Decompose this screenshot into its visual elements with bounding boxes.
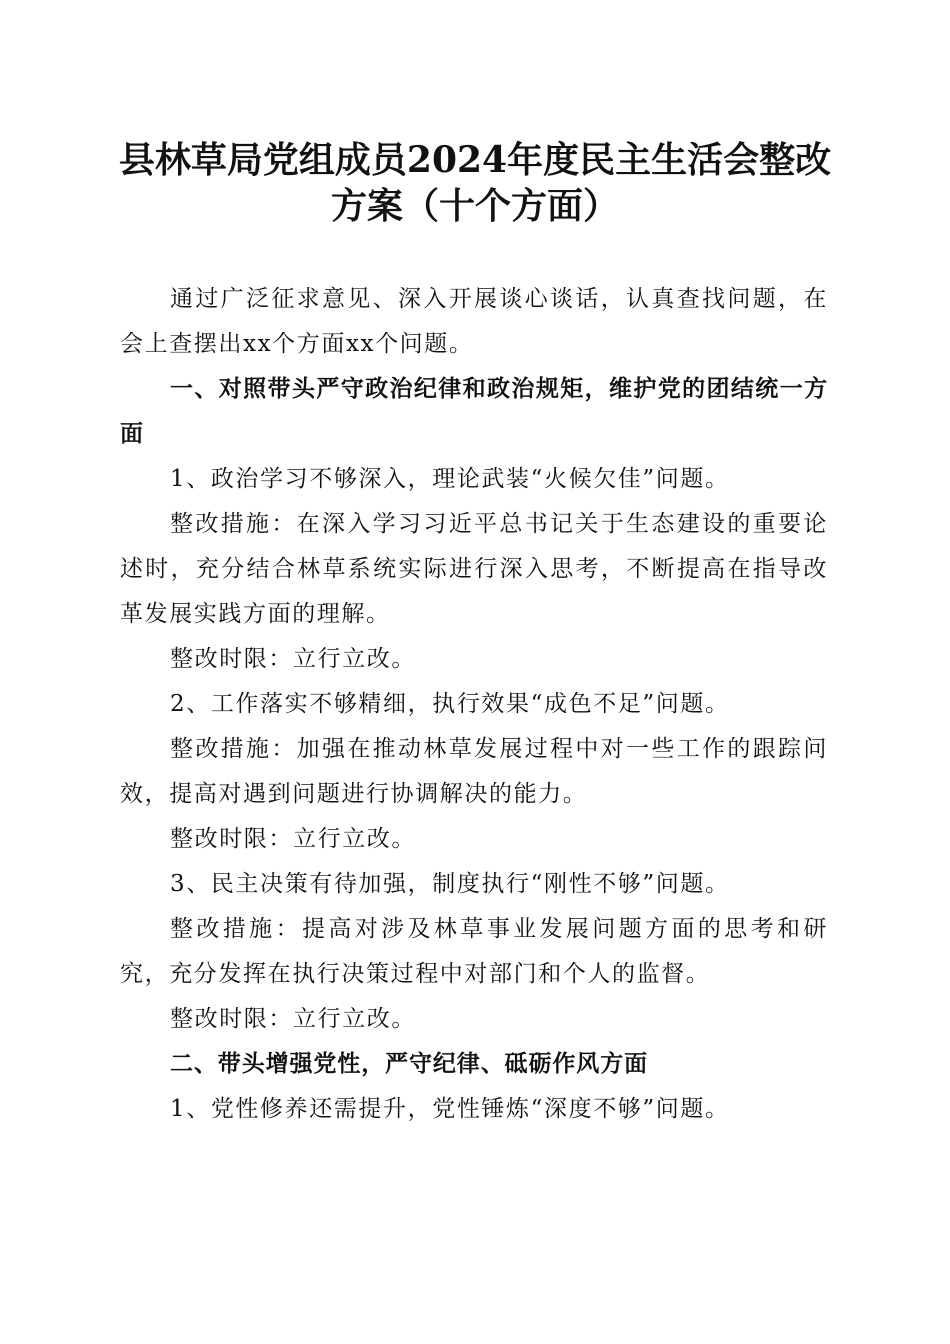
- issue-1-3: 3、民主决策有待加强，制度执行“刚性不够”问题。: [170, 871, 730, 897]
- deadline-1-3: 整改时限：立行立改。: [170, 1006, 416, 1032]
- document-title-line-2: 方案（十个方面）: [330, 185, 619, 227]
- measure-1-1: 整改措施：在深入学习习近平总书记关于生态建设的重要论述时，充分结合林草系统实际进行深入思考，不断提高在指导改革发展实践方面的理解。: [120, 511, 828, 627]
- section-heading-1: 一、对照带头严守政治纪律和政治规矩，维护党的团结统一方面: [120, 376, 828, 447]
- deadline-1-1: 整改时限：立行立改。: [170, 646, 416, 672]
- issue-2-1: 1、党性修养还需提升，党性锤炼“深度不够”问题。: [170, 1096, 730, 1122]
- measure-1-3: 整改措施：提高对涉及林草事业发展问题方面的思考和研究，充分发挥在执行决策过程中对部门和个人的监督。: [120, 916, 828, 987]
- document-body: [120, 277, 828, 1132]
- deadline-1-2: 整改时限：立行立改。: [170, 826, 416, 852]
- measure-1-2: 整改措施：加强在推动林草发展过程中对一些工作的跟踪问效，提高对遇到问题进行协调解决的能力。: [120, 736, 828, 807]
- section-heading-2: 二、带头增强党性，严守纪律、砥砺作风方面: [170, 1051, 648, 1077]
- issue-1-1: 1、政治学习不够深入，理论武装“火候欠佳”问题。: [170, 466, 730, 492]
- document-title-line-1: 县林草局党组成员2024年度民主生活会整改: [118, 139, 832, 181]
- issue-1-2: 2、工作落实不够精细，执行效果“成色不足”问题。: [170, 691, 730, 717]
- intro-paragraph: 通过广泛征求意见、深入开展谈心谈话，认真查找问题，在会上查摆出xx个方面xx个问题。: [120, 286, 828, 357]
